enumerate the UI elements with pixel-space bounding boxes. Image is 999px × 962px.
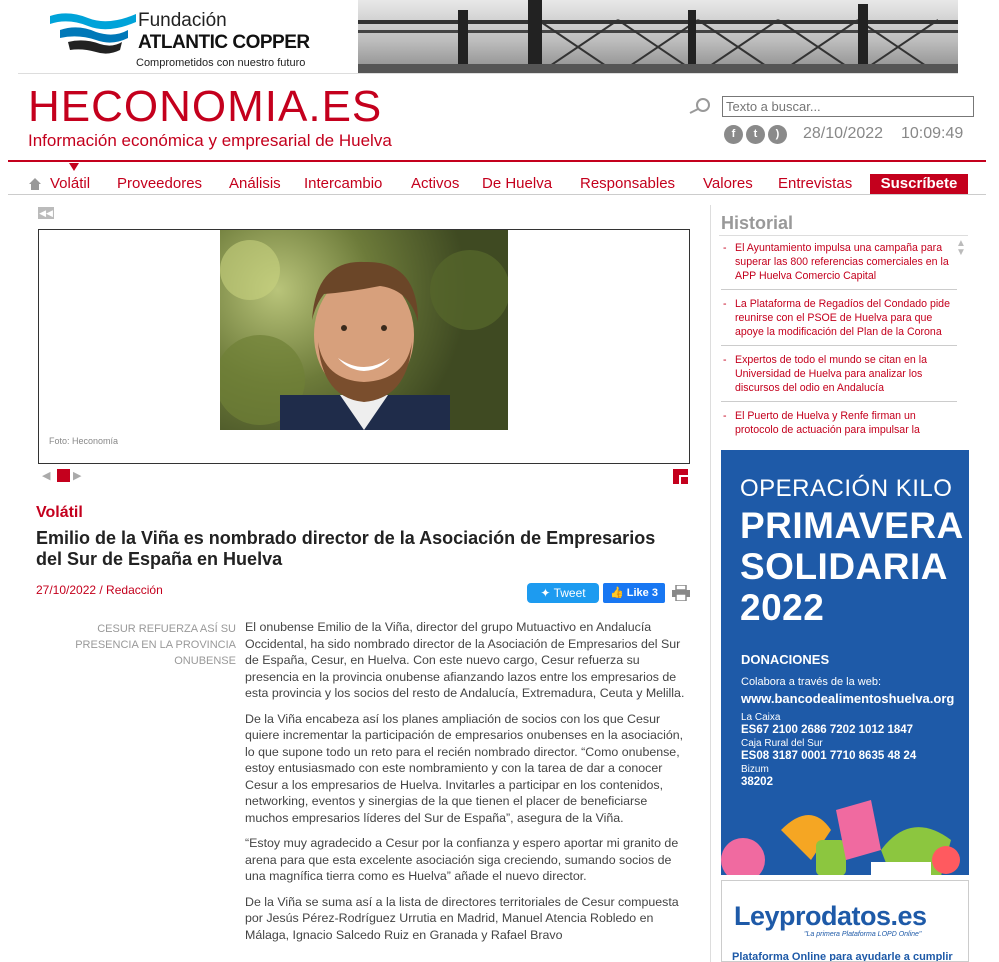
rss-icon[interactable]: ) [768, 125, 787, 144]
top-banner-ad[interactable] [18, 0, 958, 74]
nav-item-volatil[interactable]: Volátil [50, 175, 91, 192]
scroll-up-icon[interactable]: ▲ [956, 238, 966, 249]
article-paragraph: De la Viña encabeza así los planes ampliación de socios con los que Cesur quiere incrementar la participación de empresarios onubenses en la asociación, lo que supone todo un reto para el recién nombrado director. “Como onubense, estoy entusiasmado con este nombramiento y con la tarea de dar a conocer Cesur a los empresarios de Huelva. Invitarles a participar en los contenidos, networking, eventos y sinergias de la que tienen el placer de beneficiarse muchos empresarios líderes del Sur de España”, asegura de la Viña. [245, 711, 684, 825]
photo-caption: Foto: Heconomía [49, 436, 119, 446]
main-nav [8, 173, 986, 195]
operacion-kilo-ad[interactable] [721, 450, 969, 875]
sidebar-divider [710, 205, 711, 962]
slider-nav [42, 469, 92, 483]
like-label: Like 3 [626, 587, 658, 599]
article-headline: Emilio de la Viña es nombrado director de la Asociación de Empresarios del Sur de España en Huelva [36, 528, 656, 569]
twitter-icon[interactable]: t [746, 125, 765, 144]
portrait-illustration-icon [220, 230, 508, 430]
site-logo[interactable]: HECONOMIA.ES [28, 82, 383, 131]
search-icon[interactable] [688, 97, 712, 115]
home-icon[interactable] [28, 177, 42, 191]
print-icon[interactable] [672, 585, 690, 601]
banner-logo-area [18, 0, 358, 74]
banner-company-text: ATLANTIC COPPER [138, 32, 310, 53]
ad-kilo-line1: OPERACIÓN KILO [740, 475, 953, 502]
slider-dot-active[interactable] [57, 469, 70, 482]
banner-tagline: Comprometidos con nuestro futuro [136, 57, 306, 69]
nav-item-activos[interactable]: Activos [411, 175, 460, 192]
nav-item-intercambio[interactable]: Intercambio [304, 175, 383, 192]
atlantic-copper-logo-icon [48, 8, 138, 56]
ad-kilo-bank2: Caja Rural del Sur [741, 738, 823, 749]
current-date: 28/10/2022 [803, 125, 884, 142]
expand-icon[interactable] [673, 469, 688, 484]
ad-kilo-acc3: 38202 [741, 776, 773, 788]
scroll-down-icon[interactable]: ▼ [956, 247, 966, 258]
history-item[interactable]: - Expertos de todo el mundo se citan en la Universidad de Huelva para analizar los discursos del odio en Andalucía [721, 353, 957, 402]
nav-item-responsables[interactable]: Responsables [580, 175, 676, 192]
history-rule [719, 235, 968, 236]
banner-pier-photo [358, 0, 958, 74]
ad-kilo-headline [740, 505, 964, 628]
leyprodatos-text: Plataforma Online para ayudarle a cumplir [732, 951, 953, 962]
current-time: 10:09:49 [901, 125, 964, 142]
article-paragraph: “Estoy muy agradecido a Cesur por la confianza y espero aportar mi granito de arena para que esta excelente asociación siga creciendo, sumando socios de una magnífica tierra como es Huelva” añade el nuevo director. [245, 836, 679, 883]
search-input[interactable] [722, 96, 974, 117]
article-paragraph: De la Viña se suma así a la lista de directores territoriales de Cesur compuesta por Jesús Pérez-Rodríguez Urrutia en Madrid, Manuel Atencia Robledo en Málaga, Ignacio Salcedo Ruiz en Granada y Rafael Bravo [245, 894, 679, 942]
site-subtitle: Información económica y empresarial de Huelva [28, 131, 392, 150]
facebook-like-button[interactable] [603, 583, 665, 603]
ad-kilo-bank3: Bizum [741, 764, 769, 775]
ad-kilo-line3: SOLIDARIA [740, 546, 948, 587]
media-gallery [38, 229, 690, 464]
history-item[interactable]: - El Ayuntamiento impulsa una campaña para superar las 800 referencias comerciales en la APP Huelva Comercio Capital [721, 241, 957, 290]
ad-kilo-web: www.bancodealimentoshuelva.org [741, 691, 955, 706]
leyprodatos-tagline: "La primera Plataforma LOPD Online" [804, 931, 922, 938]
leyprodatos-logo: Leyprodatos.es [734, 901, 927, 931]
thumbs-up-icon: 👍 [610, 587, 627, 599]
leyprodatos-ad[interactable] [721, 880, 969, 962]
history-scroll [955, 239, 967, 439]
history-item[interactable]: - El Puerto de Huelva y Renfe firman un protocolo de actuación para impulsar la [721, 409, 957, 441]
ad-kilo-acc1: ES67 2100 2686 7202 1012 1847 [741, 724, 914, 736]
article-paragraph: El onubense Emilio de la Viña, director del grupo Mutuactivo en Andalucía Occidental, ha sido nombrado director de la Asociación de Empresarios del Sur de España, Cesur, en Huelva. Con este nuevo cargo, Cesur refuerza su presencia en la provincia onubense afianzando lazos entre los empresarios de esta provincia y los socios del resto de Andalucía, Extremadura, Ceuta y Melilla. [245, 620, 685, 700]
nav-active-indicator [69, 163, 79, 171]
history-item[interactable]: - La Plataforma de Regadíos del Condado pide reunirse con el PSOE de Huelva para que apoye la modificación del Plan de la Corona [721, 297, 957, 346]
slider-next-icon[interactable]: ▶ [73, 470, 82, 482]
pull-quote: CESUR REFUERZA ASÍ SU PRESENCIA EN LA PROVINCIA ONUBENSE [75, 623, 236, 667]
ad-kilo-bank1: La Caixa [741, 712, 781, 723]
ad-kilo-line2: PRIMAVERA [740, 505, 964, 546]
article-section[interactable]: Volátil [36, 504, 83, 521]
history-list [721, 241, 957, 441]
twitter-bird-icon: ✦ [540, 586, 554, 600]
food-shapes-illustration-icon [721, 790, 969, 875]
tweet-label: Tweet [553, 586, 586, 600]
article-photo[interactable] [220, 230, 508, 430]
facebook-icon[interactable]: f [724, 125, 743, 144]
nav-item-valores[interactable]: Valores [703, 175, 753, 192]
pier-illustration-icon [358, 0, 958, 74]
ad-kilo-acc2: ES08 3187 0001 7710 8635 48 24 [741, 750, 917, 762]
ad-kilo-donaciones: DONACIONES [741, 652, 830, 667]
history-title: Historial [721, 213, 794, 233]
ad-kilo-line4: 2022 [740, 587, 825, 628]
nav-item-entrevistas[interactable]: Entrevistas [778, 175, 853, 192]
slider-prev-icon[interactable]: ◀ [42, 470, 51, 482]
subscribe-button[interactable]: Suscríbete [870, 174, 968, 194]
nav-item-proveedores[interactable]: Proveedores [117, 175, 203, 192]
ad-kilo-colabora: Colabora a través de la web: [741, 676, 882, 688]
nav-item-analisis[interactable]: Análisis [229, 175, 281, 192]
banner-fund-text: Fundación [138, 10, 227, 31]
header-divider [8, 160, 986, 162]
nav-item-de-huelva[interactable]: De Huelva [482, 175, 553, 192]
tweet-button[interactable] [527, 583, 599, 603]
article-byline: 27/10/2022 / Redacción [36, 583, 163, 597]
article-body [245, 619, 692, 952]
rewind-icon[interactable]: ◀◀ [39, 208, 53, 218]
